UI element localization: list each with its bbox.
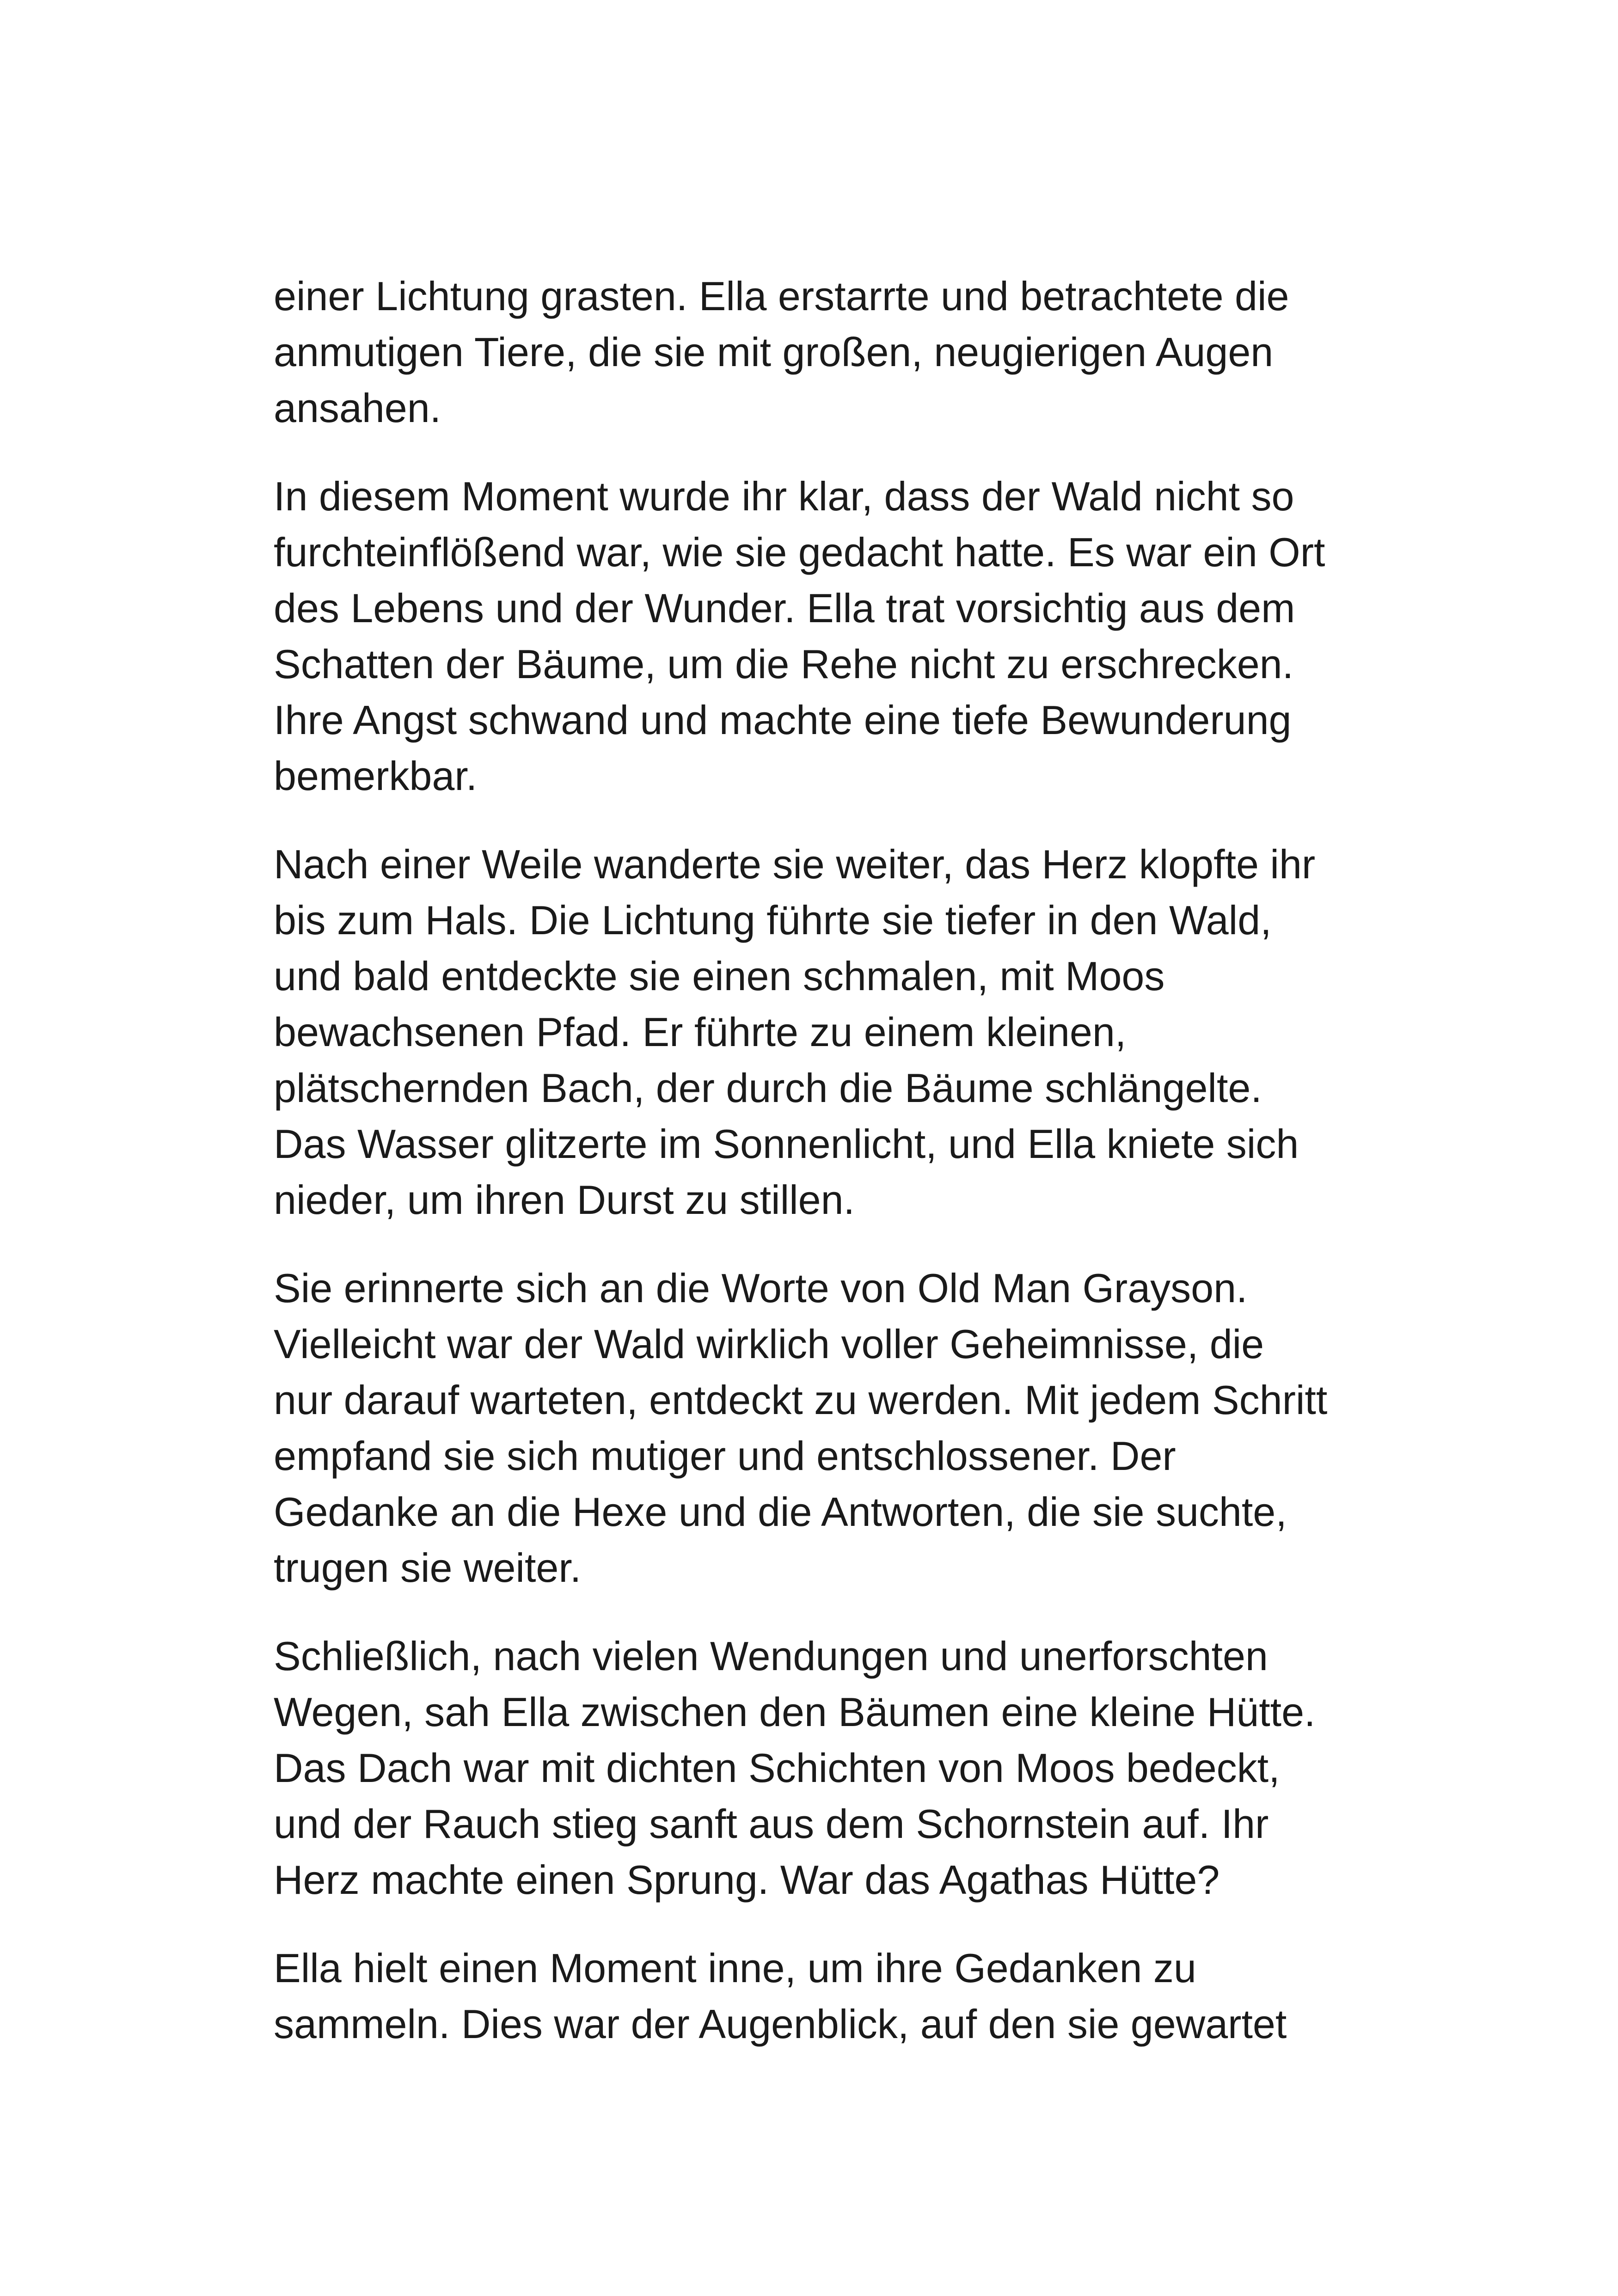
text-line: Ihre Angst schwand und machte eine tiefe Bewunderung xyxy=(274,697,1292,743)
text-line: empfand sie sich mutiger und entschlossener. Der xyxy=(274,1433,1176,1479)
text-line: sammeln. Dies war der Augenblick, auf den sie gewartet xyxy=(274,2001,1287,2047)
text-line: In diesem Moment wurde ihr klar, dass der Wald nicht so xyxy=(274,473,1294,519)
paragraph-6 xyxy=(274,1940,1383,2052)
paragraph-5 xyxy=(274,1628,1383,1908)
text-line: Wegen, sah Ella zwischen den Bäumen eine kleine Hütte. xyxy=(274,1689,1316,1735)
paragraph-4 xyxy=(274,1260,1383,1596)
text-line: Ella hielt einen Moment inne, um ihre Gedanken zu xyxy=(274,1945,1196,1991)
text-line: nur darauf warteten, entdeckt zu werden. Mit jedem Schritt xyxy=(274,1377,1328,1423)
text-line: nieder, um ihren Durst zu stillen. xyxy=(274,1177,855,1223)
text-line: anmutigen Tiere, die sie mit großen, neugierigen Augen xyxy=(274,329,1274,375)
text-line: Sie erinnerte sich an die Worte von Old Man Grayson. xyxy=(274,1265,1248,1311)
text-line: und der Rauch stieg sanft aus dem Schornstein auf. Ihr xyxy=(274,1801,1269,1847)
text-line: plätschernden Bach, der durch die Bäume schlängelte. xyxy=(274,1065,1262,1111)
text-line: Das Dach war mit dichten Schichten von Moos bedeckt, xyxy=(274,1745,1280,1791)
text-line: furchteinflößend war, wie sie gedacht hatte. Es war ein Ort xyxy=(274,529,1325,575)
text-line: bewachsenen Pfad. Er führte zu einem kleinen, xyxy=(274,1009,1127,1055)
body-text xyxy=(274,268,1383,2084)
text-line: bis zum Hals. Die Lichtung führte sie tiefer in den Wald, xyxy=(274,897,1272,943)
text-line: Das Wasser glitzerte im Sonnenlicht, und Ella kniete sich xyxy=(274,1121,1299,1167)
text-line: Nach einer Weile wanderte sie weiter, das Herz klopfte ihr xyxy=(274,841,1316,887)
text-line: des Lebens und der Wunder. Ella trat vorsichtig aus dem xyxy=(274,585,1295,631)
text-line: ansahen. xyxy=(274,385,441,431)
paragraph-2 xyxy=(274,468,1383,804)
text-line: Herz machte einen Sprung. War das Agathas Hütte? xyxy=(274,1857,1220,1903)
text-line: bemerkbar. xyxy=(274,753,478,799)
text-line: Gedanke an die Hexe und die Antworten, die sie suchte, xyxy=(274,1489,1287,1535)
paragraph-1 xyxy=(274,268,1383,436)
text-line: trugen sie weiter. xyxy=(274,1545,582,1591)
text-line: Schatten der Bäume, um die Rehe nicht zu erschrecken. xyxy=(274,641,1294,687)
text-line: einer Lichtung grasten. Ella erstarrte und betrachtete die xyxy=(274,273,1289,319)
paragraph-3 xyxy=(274,836,1383,1228)
text-line: Schließlich, nach vielen Wendungen und unerforschten xyxy=(274,1633,1268,1679)
text-line: und bald entdeckte sie einen schmalen, mit Moos xyxy=(274,953,1165,999)
text-line: Vielleicht war der Wald wirklich voller Geheimnisse, die xyxy=(274,1321,1264,1367)
